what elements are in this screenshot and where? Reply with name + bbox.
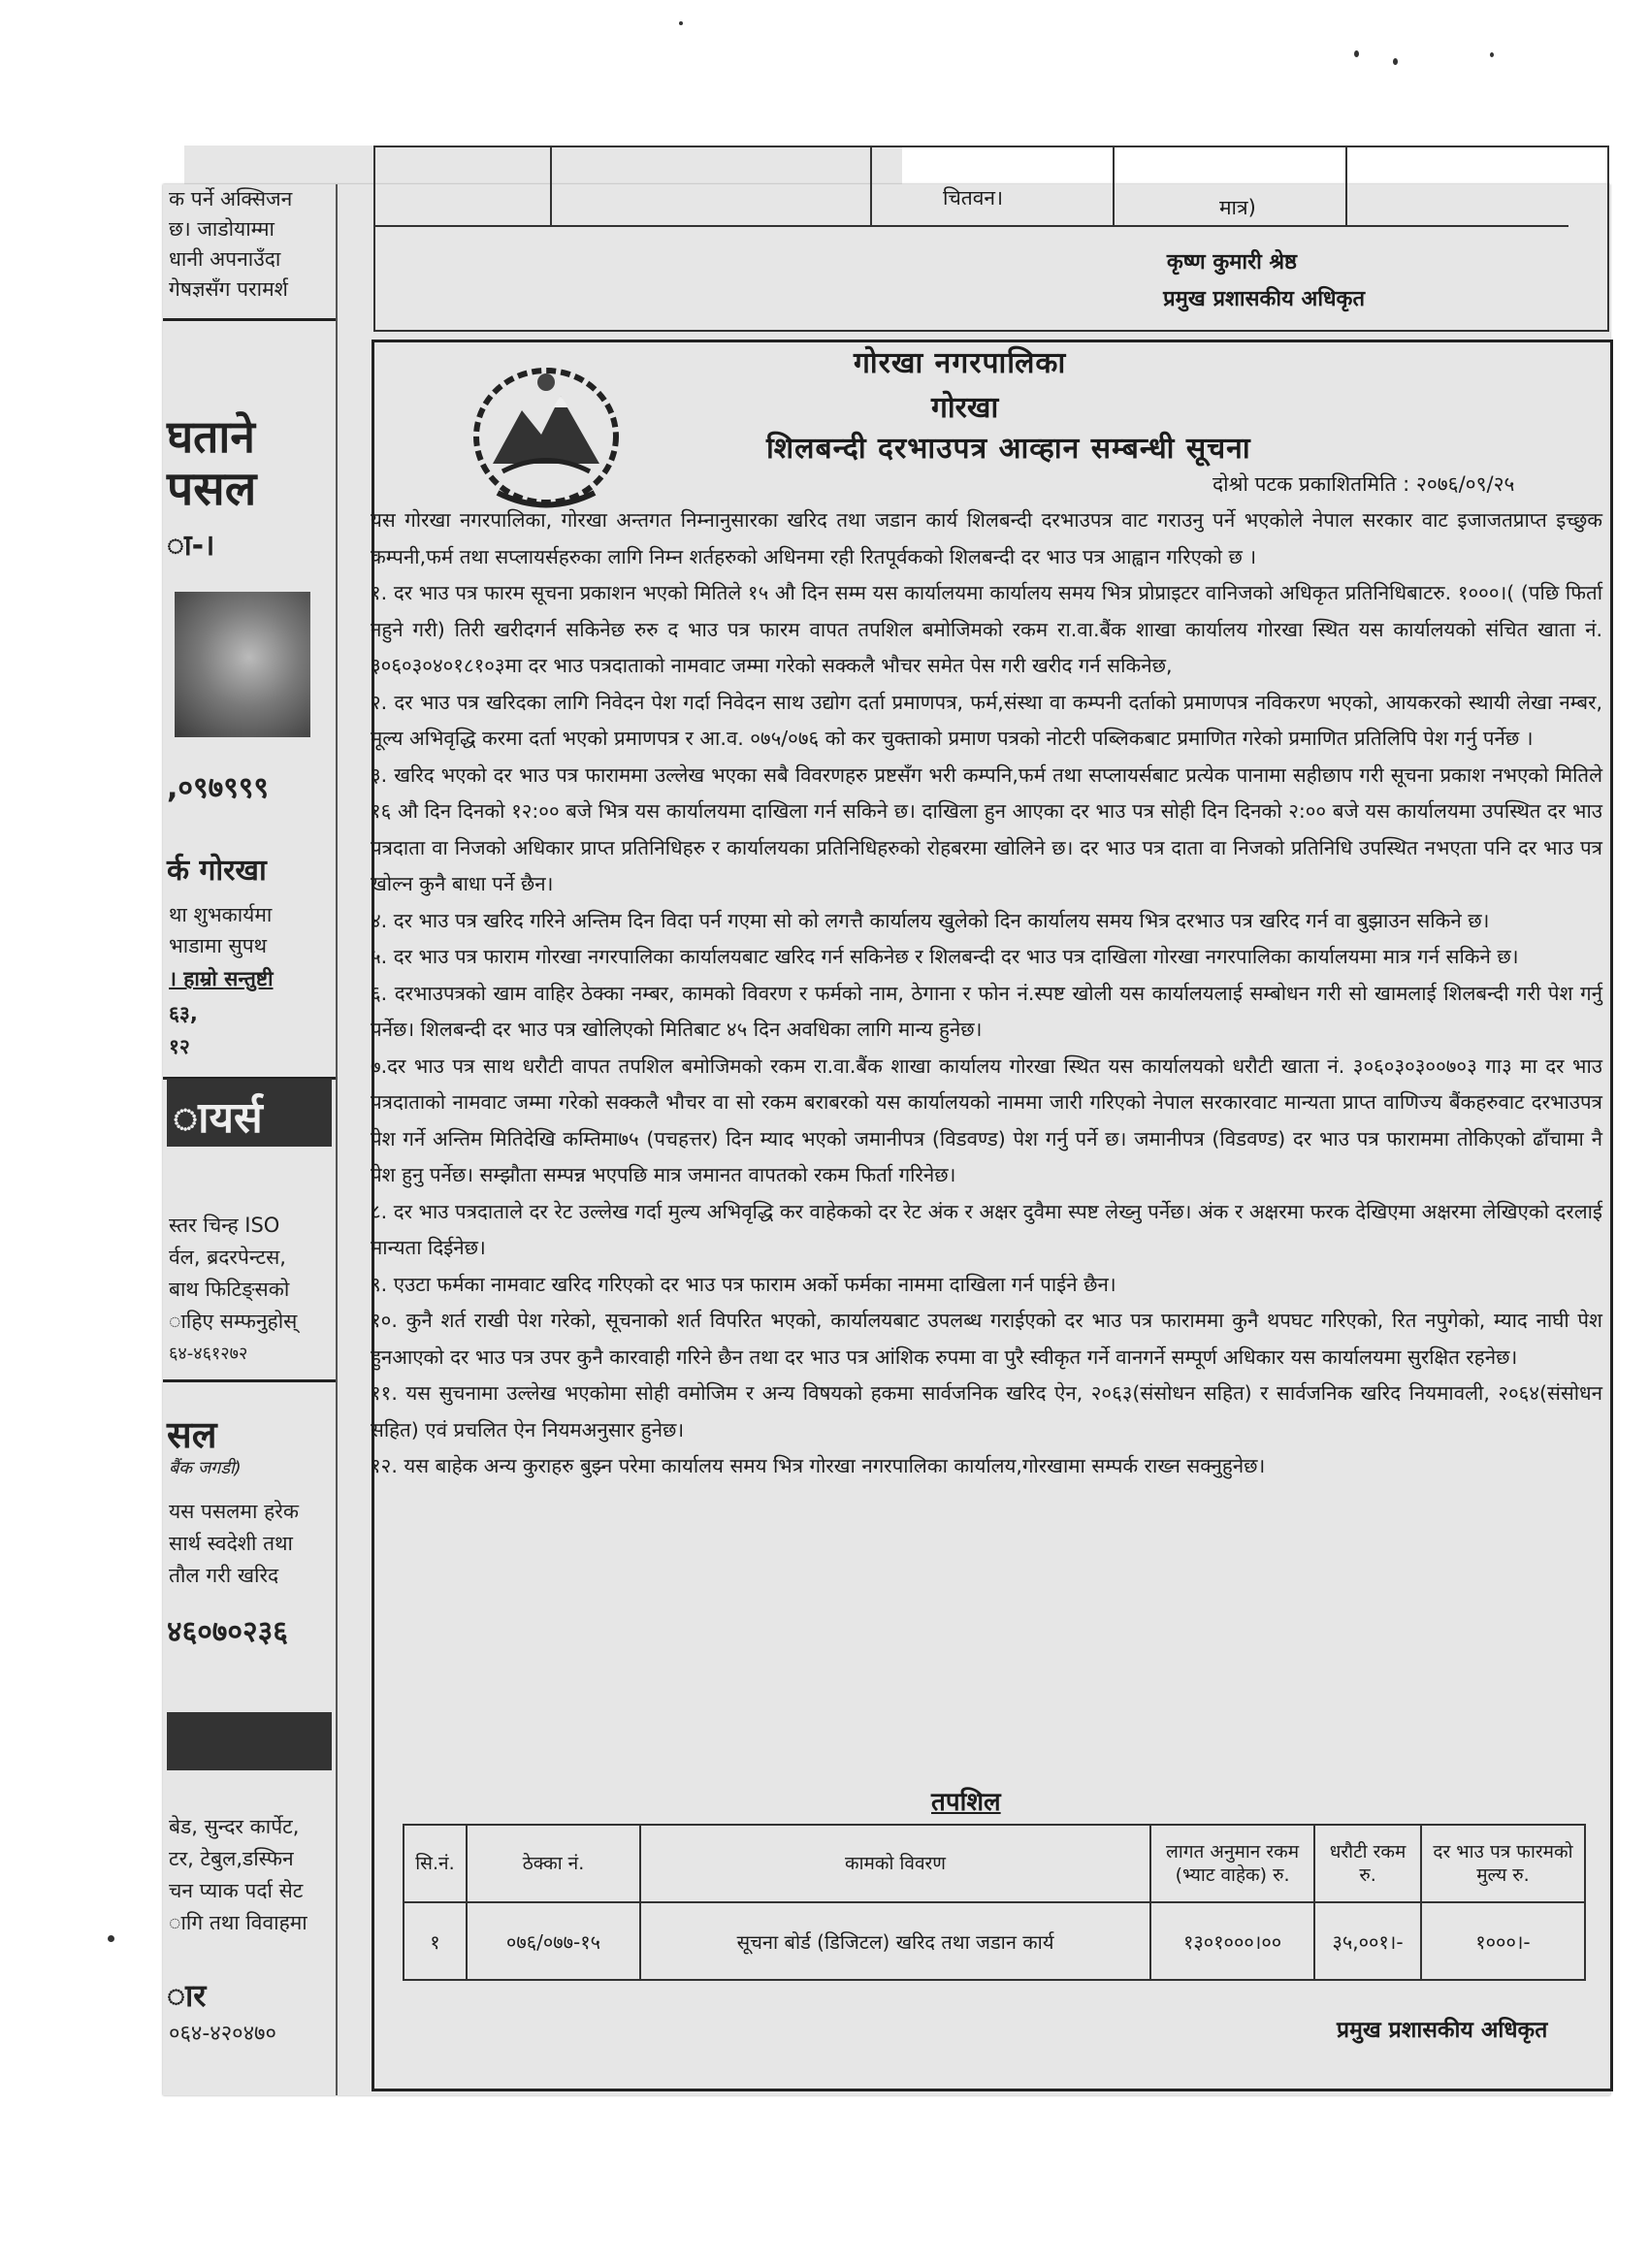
column-header: कामको विवरण <box>640 1825 1150 1902</box>
ad-heading: पसल <box>167 462 257 516</box>
speck <box>1393 58 1398 65</box>
strip-line: स्तर चिन्ह ISO <box>169 1214 280 1237</box>
notice-paragraph: १. दर भाउ पत्र फारम सूचना प्रकाशन भएको मितिले १५ औ दिन सम्म यस कार्यालयमा कार्यालय समय भित्र प्रोप्राइटर वानिजको अधिकृत प्रतिनिधिबाटरु. १०००।( (पछि फिर्ता नहुने गरी) तिरी खरीदगर्न सकिनेछ रुरु द भाउ पत्र फारम वापत तपशिल बमोजिमको रकम रा.वा.बैंक शाखा कार्यालय गोरखा स्थित यस कार्यालयको संचित खाता नं. ३०६०३०४०१८१०३मा दर भाउ पत्रदाताको नामवाट जम्मा गरेको सक्कलै भौचर समेत पेस गरी खरीद गर्न सकिनेछ, <box>371 581 1602 677</box>
strip-line: ाहिए सम्फनुहोस् <box>169 1310 298 1333</box>
speck <box>679 21 683 25</box>
speck <box>1490 52 1494 57</box>
ad-heading: सल <box>167 1413 217 1456</box>
nepal-emblem-icon <box>464 357 629 522</box>
ad-subheading: ा-। <box>167 529 215 563</box>
schedule-title: तपशिल <box>931 1788 1001 1817</box>
strip-line: बैंक जगडी) <box>169 1458 242 1478</box>
column-header: सि.नं. <box>404 1825 467 1902</box>
notice-paragraph: ८. दर भाउ पत्रदाताले दर रेट उल्लेख गर्दा मुल्य अभिवृद्धि कर वाहेकको दर रेट अंक र अक्षर दुवैमा स्पष्ट लेख्नु पर्नेछ। अंक र अक्षरमा फरक देखिएमा अक्षरमा लेखिएको दरलाई मान्यता दिईनेछ। <box>371 1199 1602 1259</box>
notice-paragraph: यस गोरखा नगरपालिका, गोरखा अन्तगत निम्नानुसारका खरिद तथा जडान कार्य शिलबन्दी दरभाउपत्र वाट गराउनु पर्ने भएकोले नेपाल सरकार वाट इजाजतप्राप्त इच्छुक कम्पनी,फर्म तथा सप्लायर्सहरुका लागि निम्न शर्तहरुको अधिनमा रही रितपूर्वकको शिलबन्दी दर भाउ पत्र आह्वान गरिएको छ । <box>371 508 1602 568</box>
notice-paragraph: १०. कुनै शर्त राखी पेश गरेको, सूचनाको शर्त विपरित भएको, कार्यालयबाट उपलब्ध गराईएको दर भाउ पत्र फाराममा कुनै थपघट गरिएको, रित नपुगेको, म्याद नाघी पेश हुनआएको दर भाउ पत्र उपर कुनै कारवाही गरिने छैन तथा दर भाउ पत्र आंशिक रुपमा वा पुरै स्वीकृत गर्ने वानगर्ने सम्पूर्ण अधिकार यस कार्यालयमा सुरक्षित रहनेछ। <box>371 1309 1602 1369</box>
strip-line: था शुभकार्यमा <box>169 903 273 926</box>
ad-heading: ायर्स <box>173 1093 263 1143</box>
table-row <box>404 1902 1585 1980</box>
divider <box>163 318 336 321</box>
notice-heading-municipality: गोरखा नगरपालिका <box>854 346 1067 380</box>
strip-line: चन प्याक पर्दा सेट <box>169 1879 304 1902</box>
strip-line: धानी अपनाउँदा <box>169 247 281 271</box>
notice-title: शिलबन्दी दरभाउपत्र आव्हान सम्बन्धी सूचना <box>766 432 1251 466</box>
strip-line: बेड, सुन्दर कार्पेट, <box>169 1815 300 1838</box>
strip-line: छ। जाडोयाम्मा <box>169 217 275 241</box>
column-header: ठेक्का नं. <box>467 1825 640 1902</box>
strip-line: सार्थ स्वदेशी तथा <box>169 1532 293 1555</box>
notice-paragraph: ४. दर भाउ पत्र खरिद गरिने अन्तिम दिन विदा पर्न गएमा सो को लगत्तै कार्यालय खुलेको दिन कार्यालय समय भित्र दरभाउ पत्र खरिद गर्न वा बुझाउन सकिने छ। <box>371 908 1490 932</box>
column-header: लागत अनुमान रकम (भ्याट वाहेक) रु. <box>1150 1825 1314 1902</box>
ad-banner <box>167 1712 332 1770</box>
phone-number: ,०९७९९९ <box>167 771 269 805</box>
ad-heading: र्क गोरखा <box>167 854 267 888</box>
strip-line: । हाम्रो सन्तुष्टी <box>169 967 274 990</box>
table-header-row <box>404 1825 1585 1902</box>
table-cell: मात्र) <box>1219 196 1256 219</box>
column-header: दर भाउ पत्र फारमको मुल्य रु. <box>1421 1825 1585 1902</box>
strip-line: गेषज्ञसँग परामर्श <box>169 277 288 301</box>
notice-paragraph: १२. यस बाहेक अन्य कुराहरु बुझ्न परेमा कार्यालय समय भित्र गोरखा नगरपालिका कार्यालय,गोरखामा सम्पर्क राख्न सक्नुहुनेछ। <box>371 1454 1266 1477</box>
notice-paragraph: २. दर भाउ पत्र खरिदका लागि निवेदन पेश गर्दा निवेदन साथ उद्योग दर्ता प्रमाणपत्र, फर्म,संस्था वा कम्पनी दर्ताको प्रमाणपत्र नविकरण भएको, आयकरको स्थायी लेखा नम्बर, मूल्य अभिवृद्धि करमा दर्ता भएको प्रमाणपत्र र आ.व. ०७५/०७६ को कर चुक्ताको प्रमाण पत्रको नोटरी पब्लिकबाट प्रमाणित गरेको प्रमाणित प्रतिलिपि पेश गर्नु पर्नेछ । <box>371 690 1602 750</box>
signer-title: प्रमुख प्रशासकीय अधिकृत <box>1163 287 1365 311</box>
strip-line: ागि तथा विवाहमा <box>169 1911 307 1934</box>
table-cell: चितवन। <box>943 186 1004 210</box>
phone-number: ४६०७०२३६ <box>167 1615 288 1649</box>
table-cell: ०७६/०७७-१५ <box>467 1902 640 1980</box>
speck <box>108 1935 114 1942</box>
table-cell: १ <box>404 1902 467 1980</box>
publication-date: दोश्रो पटक प्रकाशितमिति : २०७६/०९/२५ <box>1212 472 1515 496</box>
schedule-table <box>403 1824 1586 1981</box>
notice-body <box>371 502 1602 1485</box>
strip-line: भाडामा सुपथ <box>169 934 268 957</box>
notice-heading-district: गोरखा <box>931 391 999 425</box>
phone-number: ०६४-४२०४७० <box>169 2022 276 2046</box>
strip-line: र्वल, ब्रदरपेन्टस, <box>169 1246 286 1269</box>
strip-line: टर, टेबुल,डस्फिन <box>169 1847 294 1870</box>
ad-heading: घताने <box>167 410 255 463</box>
strip-line: यस पसलमा हरेक <box>169 1500 299 1523</box>
table-cell: सूचना बोर्ड (डिजिटल) खरिद तथा जडान कार्य <box>640 1902 1150 1980</box>
divider <box>163 1379 336 1382</box>
notice-paragraph: ९. एउटा फर्मका नामवाट खरिद गरिएको दर भाउ पत्र फाराम अर्को फर्मका नाममा दाखिला गर्न पाईने छैन। <box>371 1272 1116 1296</box>
strip-line: ६३, <box>169 1002 198 1025</box>
notice-paragraph: ११. यस सुचनामा उल्लेख भएकोमा सोही वमोजिम र अन्य विषयको हकमा सार्वजनिक खरिद ऐन, २०६३(संसोधन सहित) र सार्वजनिक खरिद नियमावली, २०६४(संसोधन सहित) एवं प्रचलित ऐन नियमअनुसार हुनेछ। <box>371 1381 1602 1442</box>
signoff-title: प्रमुख प्रशासकीय अधिकृत <box>1337 2018 1548 2043</box>
table-cell: ३५,००१।- <box>1314 1902 1421 1980</box>
signer-name: कृष्ण कुमारी श्रेष्ठ <box>1166 250 1297 275</box>
ad-heading: ार <box>167 1977 207 2014</box>
table-cell: १०००।- <box>1421 1902 1585 1980</box>
notice-paragraph: ७.दर भाउ पत्र साथ धरौटी वापत तपशिल बमोजिमको रकम रा.वा.बैंक शाखा कार्यालय गोरखा स्थित यस कार्यालयको धरौटी खाता नं. ३०६०३०३००७०३ गा३ मा दर भाउ पत्रदाताको नामवाट जम्मा गरेको सक्कलै भौचर वा सो रकम बराबरको यस कार्यालयको नाममा जारी गरिएको नेपाल सरकारवाट मान्यता प्राप्त वाणिज्य बैंकहरुवाट दरभाउपत्र पेश गर्ने अन्तिम मितिदेखि कम्तिमा७५ (पचहत्तर) दिन म्याद भएको जमानीपत्र (विडवण्ड) पेश गर्नु पर्ने छ। जमानीपत्र (विडवण्ड) दर भाउ पत्र फाराममा तोकिएको ढाँचामा नै पेश हुनु पर्नेछ। सम्झौता सम्पन्न भएपछि मात्र जमानत वापतको रकम फिर्ता गरिनेछ। <box>371 1053 1602 1186</box>
notice-paragraph: ६. दरभाउपत्रको खाम वाहिर ठेक्का नम्बर, कामको विवरण र फर्मको नाम, ठेगाना र फोन नं.स्पष्ट खोली यस कार्यालयलाई सम्बोधन गरी सो खामलाई शिलबन्दी गरी पेश गर्नु पर्नेछ। शिलबन्दी दर भाउ पत्र खोलिएको मितिबाट ४५ दिन अवधिका लागि मान्य हुनेछ। <box>371 981 1602 1041</box>
notice-paragraph: ५. दर भाउ पत्र फाराम गोरखा नगरपालिका कार्यालयबाट खरिद गर्न सकिनेछ र शिलबन्दी दर भाउ पत्र दाखिला गोरखा नगरपालिका कार्यालयमा मात्र गर्न सकिने छ। <box>371 945 1519 968</box>
column-header: धरौटी रकम रु. <box>1314 1825 1421 1902</box>
strip-line: तौल गरी खरिद <box>169 1564 279 1587</box>
speck <box>1354 50 1359 57</box>
notice-paragraph: ३. खरिद भएको दर भाउ पत्र फाराममा उल्लेख भएका सबै विवरणहरु प्रष्टसँग भरी कम्पनि,फर्म तथा सप्लायर्सबाट प्रत्येक पानामा सहीछाप गरी सूचना प्रकाश नभएको मितिले १६ औ दिन दिनको १२:०० बजे भित्र यस कार्यालयमा दाखिला गर्न सकिने छ। दाखिला हुन आएका दर भाउ पत्र सोही दिन दिनको २:०० बजे यस कार्यालयमा उपस्थित दर भाउ पत्रदाता वा निजको अधिकार प्राप्त प्रतिनिधिहरु र कार्यालयका प्रतिनिधिहरुको रोहबरमा खोलिने छ। दर भाउ पत्र दाता वा निजको प्रतिनिधि उपस्थित नभएता पनि दर भाउ पत्र खोल्न कुनै बाधा पर्ने छैन। <box>371 762 1602 895</box>
strip-line: १२ <box>169 1035 190 1058</box>
table-row <box>375 147 1568 227</box>
ad-banner <box>167 1079 332 1147</box>
ad-photo <box>175 592 310 737</box>
column-rule <box>336 184 338 2095</box>
table-cell: १३०१०००।०० <box>1150 1902 1314 1980</box>
strip-line: ६४-४६१२७२ <box>169 1344 248 1364</box>
previous-notice-fragment <box>373 146 1609 332</box>
strip-line: बाथ फिटिङ्सको <box>169 1278 290 1301</box>
strip-line: क पर्ने अक्सिजन <box>169 187 293 211</box>
